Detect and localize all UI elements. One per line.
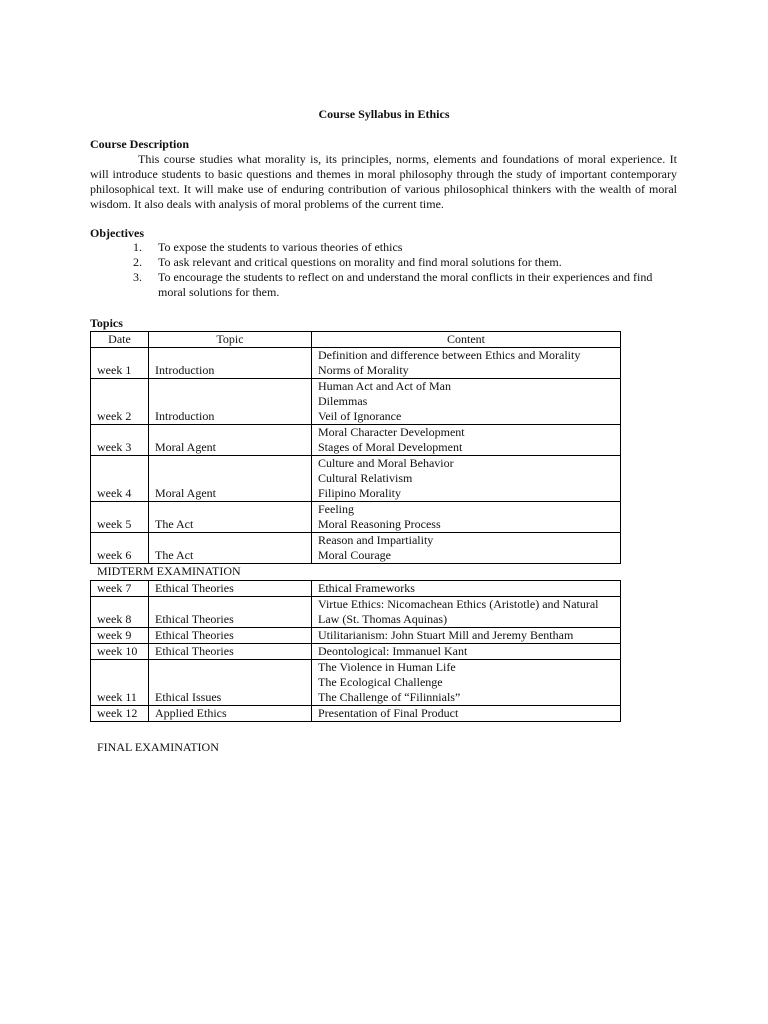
cell-content [312,533,621,564]
cell-topic: Introduction [149,379,312,425]
column-header-content: Content [312,332,621,348]
objective-item [133,240,678,255]
table-row [91,533,621,564]
course-description-text: This course studies what morality is, its principles, norms, elements and foundations of moral experience. It will introduce students to basic questions and themes in moral philosophy through the study of important contemporary philosophical text. It will make use of enduring contribution of various philosophical thinkers with the wealth of moral wisdom. It also deals with analysis of moral problems of the current time. [90,152,677,211]
content-line: Presentation of Final Product [318,706,459,720]
table-row [91,456,621,502]
table-row [91,581,621,597]
table-row [91,706,621,722]
final-exam-label: FINAL EXAMINATION [97,740,219,754]
content-line: Reason and Impartiality [318,533,434,547]
content-line: Ethical Frameworks [318,581,415,595]
cell-content [312,348,621,379]
objectives-list [133,240,678,300]
column-header-date: Date [91,332,149,348]
content-line: Human Act and Act of Man [318,379,451,393]
cell-content [312,660,621,706]
content-line: Norms of Morality [318,363,409,377]
cell-topic: Ethical Theories [149,581,312,597]
objective-number: 3. [133,270,142,284]
objectives-heading: Objectives [90,226,144,240]
cell-topic: The Act [149,533,312,564]
cell-content [312,597,621,628]
objective-number: 2. [133,255,142,269]
cell-content [312,644,621,660]
content-line: The Violence in Human Life [318,660,456,674]
cell-topic: Ethical Theories [149,597,312,628]
content-line: The Challenge of “Filinnials” [318,690,461,704]
content-line: Definition and difference between Ethics and Morality [318,348,581,362]
content-line: Moral Reasoning Process [318,517,441,531]
content-line: Moral Character Development [318,425,465,439]
cell-topic: Moral Agent [149,425,312,456]
cell-date: week 1 [91,348,149,379]
cell-date: week 7 [91,581,149,597]
cell-topic: Ethical Issues [149,660,312,706]
cell-date: week 11 [91,660,149,706]
finals-topics-table [90,580,621,722]
content-line: Deontological: Immanuel Kant [318,644,468,658]
table-header-row [91,332,621,348]
cell-content [312,502,621,533]
content-line: Utilitarianism: John Stuart Mill and Jeremy Bentham [318,628,574,642]
cell-content [312,581,621,597]
objective-number: 1. [133,240,142,254]
cell-date: week 3 [91,425,149,456]
cell-content [312,628,621,644]
topics-heading: Topics [90,316,123,330]
cell-topic: Ethical Theories [149,628,312,644]
cell-content [312,379,621,425]
midterm-topics-table [90,331,621,564]
objective-text: To ask relevant and critical questions on morality and find moral solutions for them. [158,255,562,269]
cell-topic: Introduction [149,348,312,379]
page-title: Course Syllabus in Ethics [318,107,450,121]
cell-content [312,425,621,456]
course-description-heading: Course Description [90,137,189,151]
table-row [91,644,621,660]
table-row [91,379,621,425]
cell-topic: Ethical Theories [149,644,312,660]
cell-date: week 9 [91,628,149,644]
content-line: Stages of Moral Development [318,440,463,454]
content-line: Feeling [318,502,354,516]
cell-date: week 12 [91,706,149,722]
column-header-topic: Topic [149,332,312,348]
cell-date: week 10 [91,644,149,660]
content-line: Veil of Ignorance [318,409,402,423]
cell-date: week 2 [91,379,149,425]
content-line: The Ecological Challenge [318,675,443,689]
cell-topic: Applied Ethics [149,706,312,722]
cell-topic: The Act [149,502,312,533]
table-row [91,425,621,456]
content-line: Culture and Moral Behavior [318,456,454,470]
content-line: Virtue Ethics: Nicomachean Ethics (Aristotle) and Natural Law (St. Thomas Aquinas) [318,597,599,626]
cell-content [312,456,621,502]
cell-date: week 4 [91,456,149,502]
content-line: Moral Courage [318,548,391,562]
table-row [91,597,621,628]
table-row [91,502,621,533]
table-row [91,348,621,379]
objective-item [133,270,678,300]
content-line: Cultural Relativism [318,471,413,485]
cell-date: week 6 [91,533,149,564]
objective-text: To encourage the students to reflect on and understand the moral conflicts in their experiences and find moral solutions for them. [158,270,653,299]
content-line: Filipino Morality [318,486,402,500]
table-row [91,628,621,644]
objective-item [133,255,678,270]
table-row [91,660,621,706]
cell-date: week 5 [91,502,149,533]
content-line: Dilemmas [318,394,368,408]
midterm-exam-label: MIDTERM EXAMINATION [97,564,241,578]
cell-content [312,706,621,722]
cell-topic: Moral Agent [149,456,312,502]
objective-text: To expose the students to various theories of ethics [158,240,403,254]
cell-date: week 8 [91,597,149,628]
